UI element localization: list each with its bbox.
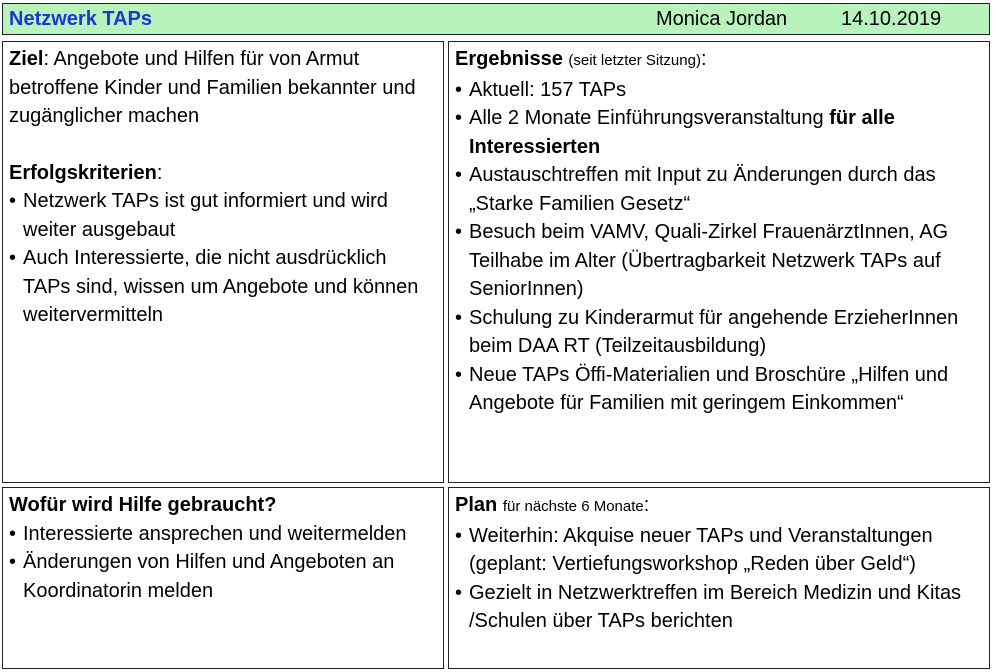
help-list bbox=[9, 520, 437, 606]
list-item: • Schulung zu Kinderarmut für angehende ErzieherInnen beim DAA RT (Teilzeitausbildung) bbox=[455, 304, 983, 361]
help-heading bbox=[9, 491, 437, 520]
success-colon: : bbox=[156, 161, 163, 184]
document-date: 14.10.2019 bbox=[841, 8, 942, 30]
help-label: Wofür wird Hilfe gebraucht? bbox=[9, 494, 277, 516]
results-list bbox=[455, 76, 983, 418]
results-label: Ergebnisse bbox=[455, 48, 563, 70]
list-item bbox=[455, 104, 983, 161]
results-cell bbox=[448, 41, 990, 483]
success-list bbox=[9, 187, 437, 330]
results-note: (seit letzter Sitzung) bbox=[568, 52, 701, 69]
list-item: • Weiterhin: Akquise neuer TAPs und Veranstaltungen (geplant: Vertiefungsworkshop „Reden über Geld“) bbox=[455, 522, 983, 579]
goal-cell bbox=[2, 41, 444, 483]
list-item: • Austauschtreffen mit Input zu Änderungen durch das „Starke Familien Gesetz“ bbox=[455, 161, 983, 218]
author-name: Monica Jordan bbox=[656, 8, 788, 30]
plan-note: für nächste 6 Monate bbox=[502, 498, 644, 515]
results-item2-text: Alle 2 Monate Einführungsveranstaltung bbox=[469, 107, 830, 129]
plan-cell bbox=[448, 487, 990, 669]
plan-label: Plan bbox=[455, 494, 498, 516]
list-item: • Interessierte ansprechen und weitermelden bbox=[9, 520, 437, 549]
goal-text: : Angebote und Hilfen für von Armut betroffene Kinder und Familien bekannter und zugänglicher machen bbox=[9, 48, 416, 127]
list-item: • Auch Interessierte, die nicht ausdrücklich TAPs sind, wissen um Angebote und können weitervermitteln bbox=[9, 244, 437, 330]
document-sheet bbox=[2, 3, 992, 669]
results-colon: : bbox=[700, 48, 707, 70]
plan-colon: : bbox=[643, 494, 650, 516]
plan-heading bbox=[455, 491, 983, 522]
success-heading bbox=[9, 159, 437, 188]
list-item: • Änderungen von Hilfen und Angeboten an Koordinatorin melden bbox=[9, 548, 437, 605]
success-label: Erfolgskriterien bbox=[9, 161, 157, 184]
document-title: Netzwerk TAPs bbox=[9, 8, 153, 30]
list-item: • Gezielt in Netzwerktreffen im Bereich Medizin und Kitas /Schulen über TAPs berichten bbox=[455, 579, 983, 636]
list-item: • Aktuell: 157 TAPs bbox=[455, 76, 983, 105]
list-item: • Netzwerk TAPs ist gut informiert und wird weiter ausgebaut bbox=[9, 187, 437, 244]
list-item: • Neue TAPs Öffi-Materialien und Broschüre „Hilfen und Angebote für Familien mit geringem Einkommen“ bbox=[455, 361, 983, 418]
goal-paragraph bbox=[9, 45, 437, 131]
goal-label: Ziel bbox=[9, 48, 44, 70]
plan-list bbox=[455, 522, 983, 636]
header-bar bbox=[2, 3, 990, 35]
list-item: • Besuch beim VAMV, Quali-Zirkel FrauenärztInnen, AG Teilhabe im Alter (Übertragbarkeit Netzwerk TAPs auf SeniorInnen) bbox=[455, 218, 983, 304]
results-item2-bold: für alle Interessierten bbox=[469, 107, 895, 158]
results-heading bbox=[455, 45, 983, 76]
help-cell bbox=[2, 487, 444, 669]
